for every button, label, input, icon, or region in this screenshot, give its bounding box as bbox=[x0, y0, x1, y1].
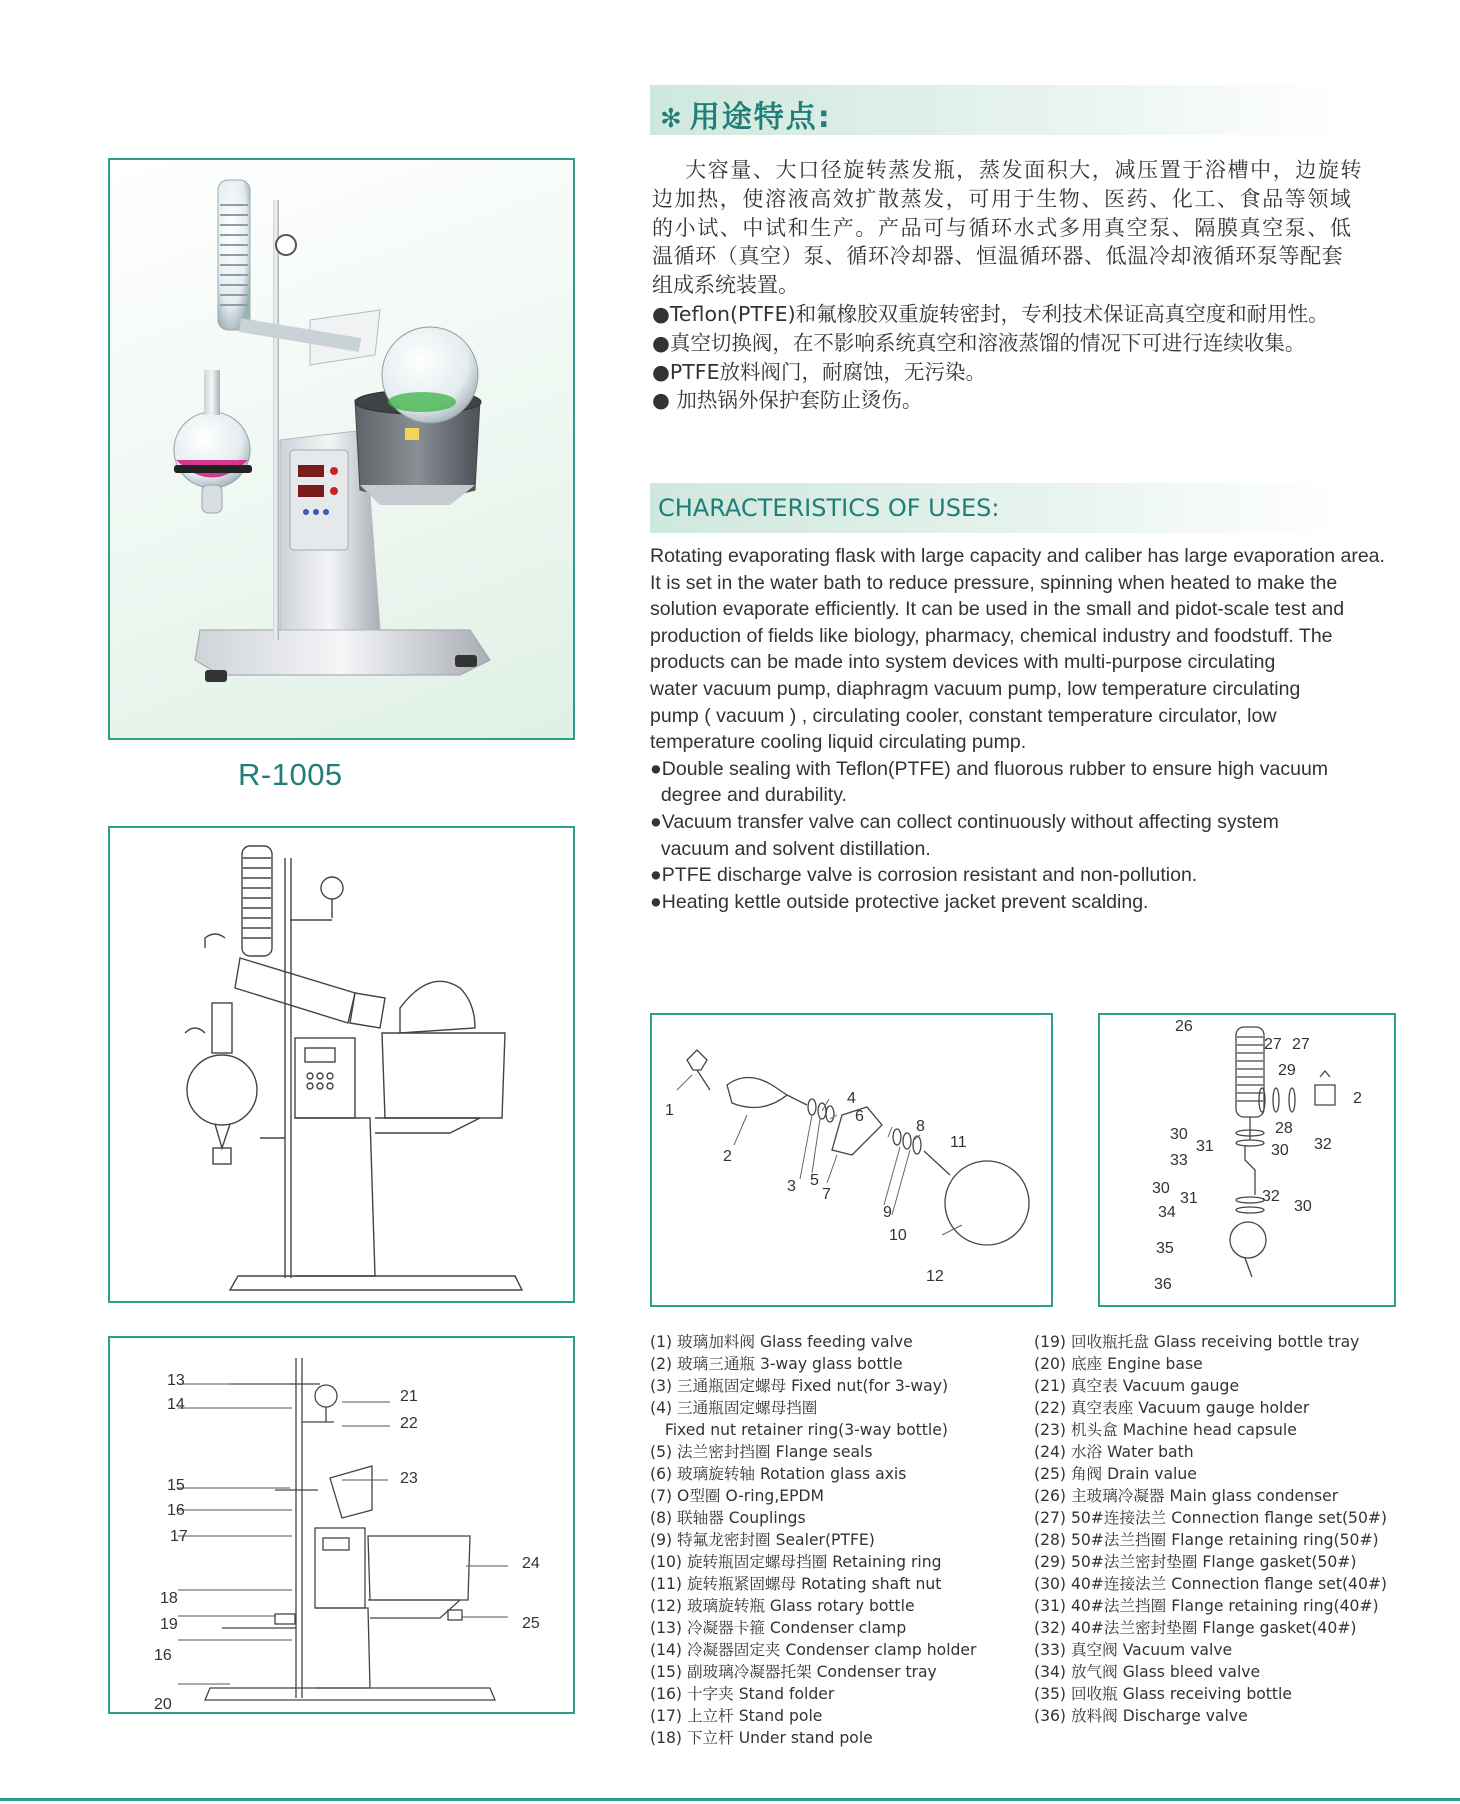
cn-line: 的小试、中试和生产。产品可与循环水式多用真空泵、隔膜真空泵、低 bbox=[652, 215, 1353, 240]
legend-item: (31) 40#法兰挡圈 Flange retaining ring(40#) bbox=[1034, 1597, 1379, 1615]
callout-13: 13 bbox=[167, 1372, 185, 1389]
callout-26: 26 bbox=[1175, 1018, 1193, 1035]
line-drawing-frame bbox=[108, 826, 575, 1303]
callout-5: 5 bbox=[810, 1172, 819, 1189]
legend-item: (2) 玻璃三通瓶 3-way glass bottle bbox=[650, 1355, 903, 1373]
callout-30a: 30 bbox=[1170, 1126, 1188, 1143]
legend-item: (4) 三通瓶固定螺母挡圈 bbox=[650, 1399, 818, 1417]
callout-29: 29 bbox=[1278, 1062, 1296, 1079]
callout-19: 19 bbox=[160, 1616, 178, 1633]
stand-exploded-diagram bbox=[110, 1338, 573, 1712]
en-line: pump ( vacuum ) , circulating cooler, constant temperature circulator, low bbox=[650, 704, 1277, 727]
snowflake-icon: ✻ bbox=[660, 104, 684, 134]
legend-item: (5) 法兰密封挡圈 Flange seals bbox=[650, 1443, 873, 1461]
callout-9: 9 bbox=[883, 1204, 892, 1221]
legend-item: (27) 50#连接法兰 Connection flange set(50#) bbox=[1034, 1509, 1388, 1527]
section-en-title: CHARACTERISTICS OF USES: bbox=[658, 494, 1000, 522]
callout-30b: 30 bbox=[1271, 1142, 1289, 1159]
legend-item: (18) 下立杆 Under stand pole bbox=[650, 1729, 873, 1747]
cn-bullet: ●真空切换阀，在不影响系统真空和溶液蒸馏的情况下可进行连续收集。 bbox=[652, 330, 1306, 355]
section-en-body bbox=[650, 543, 1420, 915]
callout-21: 21 bbox=[400, 1388, 418, 1405]
callout-28: 28 bbox=[1275, 1120, 1293, 1137]
callout-31a: 31 bbox=[1196, 1138, 1214, 1155]
cn-line: 组成系统装置。 bbox=[652, 273, 799, 298]
legend-item: (30) 40#连接法兰 Connection flange set(40#) bbox=[1034, 1575, 1388, 1593]
legend-item: (28) 50#法兰挡圈 Flange retaining ring(50#) bbox=[1034, 1531, 1379, 1549]
legend-item: (29) 50#法兰密封垫圈 Flange gasket(50#) bbox=[1034, 1553, 1357, 1571]
en-bullet: ●Vacuum transfer valve can collect continuously without affecting system bbox=[650, 810, 1279, 833]
callout-2: 2 bbox=[723, 1148, 732, 1165]
callout-27a: 27 bbox=[1264, 1036, 1282, 1053]
legend-item: (11) 旋转瓶紧固螺母 Rotating shaft nut bbox=[650, 1575, 942, 1593]
callout-14: 14 bbox=[167, 1396, 185, 1413]
stand-diagram-frame bbox=[108, 1336, 575, 1714]
callout-4: 4 bbox=[847, 1090, 856, 1107]
callout-15: 15 bbox=[167, 1477, 185, 1494]
legend-item: (1) 玻璃加料阀 Glass feeding valve bbox=[650, 1333, 913, 1351]
legend-item: Fixed nut retainer ring(3-way bottle) bbox=[650, 1421, 948, 1439]
rotary-evaporator-line-drawing bbox=[110, 828, 573, 1301]
callout-25: 25 bbox=[522, 1615, 540, 1632]
callout-24: 24 bbox=[522, 1555, 540, 1572]
callout-17: 17 bbox=[170, 1528, 188, 1545]
condenser-assembly-frame bbox=[1098, 1013, 1396, 1307]
callout-11: 11 bbox=[950, 1134, 967, 1151]
legend-item: (34) 放气阀 Glass bleed valve bbox=[1034, 1663, 1261, 1681]
callout-34: 34 bbox=[1158, 1204, 1176, 1221]
en-bullet: ●Double sealing with Teflon(PTFE) and fluorous rubber to ensure high vacuum bbox=[650, 757, 1329, 780]
legend-item: (6) 玻璃旋转轴 Rotation glass axis bbox=[650, 1465, 907, 1483]
callout-35: 35 bbox=[1156, 1240, 1174, 1257]
callout-18: 18 bbox=[160, 1590, 178, 1607]
callout-12: 12 bbox=[926, 1268, 944, 1285]
legend-item: (26) 主玻璃冷凝器 Main glass condenser bbox=[1034, 1487, 1339, 1505]
callout-32a: 32 bbox=[1314, 1136, 1332, 1153]
legend-item: (7) O型圈 O-ring,EPDM bbox=[650, 1487, 824, 1505]
callout-8: 8 bbox=[916, 1118, 925, 1135]
legend-item: (16) 十字夹 Stand folder bbox=[650, 1685, 835, 1703]
cn-line: 边加热，使溶液高效扩散蒸发，可用于生物、医药、化工、食品等领域 bbox=[652, 186, 1353, 211]
cn-bullet: ●PTFE放料阀门，耐腐蚀，无污染。 bbox=[652, 359, 987, 384]
callout-32b: 32 bbox=[1262, 1188, 1280, 1205]
en-line: production of fields like biology, pharmacy, chemical industry and foodstuff. The bbox=[650, 624, 1333, 647]
legend-item: (17) 上立杆 Stand pole bbox=[650, 1707, 823, 1725]
en-line: Rotating evaporating flask with large capacity and caliber has large evaporation area. bbox=[650, 545, 1385, 567]
en-line: temperature cooling liquid circulating pump. bbox=[650, 731, 1027, 754]
callout-31b: 31 bbox=[1180, 1190, 1198, 1207]
legend-item: (12) 玻璃旋转瓶 Glass rotary bottle bbox=[650, 1597, 915, 1615]
callout-33: 33 bbox=[1170, 1152, 1188, 1169]
legend-item: (22) 真空表座 Vacuum gauge holder bbox=[1034, 1399, 1310, 1417]
legend-item: (9) 特氟龙密封圈 Sealer(PTFE) bbox=[650, 1531, 875, 1549]
callout-3: 3 bbox=[787, 1178, 796, 1195]
callout-16b: 16 bbox=[154, 1647, 172, 1664]
legend-item: (32) 40#法兰密封垫圈 Flange gasket(40#) bbox=[1034, 1619, 1357, 1637]
cn-bullet: ●Teflon(PTFE)和氟橡胶双重旋转密封，专利技术保证高真空度和耐用性。 bbox=[652, 301, 1329, 326]
callout-22: 22 bbox=[400, 1415, 418, 1432]
cn-line: 大容量、大口径旋转蒸发瓶，蒸发面积大，减压置于浴槽中，边旋转 bbox=[652, 158, 1364, 182]
en-bullet: ●PTFE discharge valve is corrosion resistant and non-pollution. bbox=[650, 864, 1198, 887]
legend-item: (10) 旋转瓶固定螺母挡圈 Retaining ring bbox=[650, 1553, 942, 1571]
en-line: water vacuum pump, diaphragm vacuum pump, low temperature circulating bbox=[650, 677, 1301, 700]
rotary-evaporator-photo bbox=[110, 160, 573, 738]
en-line: It is set in the water bath to reduce pressure, spinning when heated to make the bbox=[650, 571, 1338, 594]
legend-item: (25) 角阀 Drain value bbox=[1034, 1465, 1197, 1483]
flask-assembly-frame bbox=[650, 1013, 1053, 1307]
callout-36: 36 bbox=[1154, 1276, 1172, 1293]
section-cn-body bbox=[652, 156, 1412, 415]
en-bullet-cont: degree and durability. bbox=[650, 784, 847, 807]
cn-line: 温循环（真空）泵、循环冷却器、恒温循环器、低温冷却液循环泵等配套 bbox=[652, 244, 1344, 269]
cn-bullet: ● 加热锅外保护套防止烫伤。 bbox=[652, 388, 923, 413]
callout-2b: 2 bbox=[1353, 1090, 1362, 1107]
parts-legend-left bbox=[650, 1331, 976, 1749]
section-cn-title-wrap bbox=[660, 92, 832, 136]
legend-item: (20) 底座 Engine base bbox=[1034, 1355, 1203, 1373]
flask-assembly-diagram bbox=[652, 1015, 1051, 1305]
legend-item: (24) 水浴 Water bath bbox=[1034, 1443, 1194, 1461]
en-bullet-cont: vacuum and solvent distillation. bbox=[650, 837, 931, 860]
callout-27b: 27 bbox=[1292, 1036, 1310, 1053]
callout-10: 10 bbox=[889, 1227, 907, 1244]
legend-item: (3) 三通瓶固定螺母 Fixed nut(for 3-way) bbox=[650, 1377, 949, 1395]
en-line: products can be made into system devices with multi-purpose circulating bbox=[650, 651, 1276, 674]
legend-item: (15) 副玻璃冷凝器托架 Condenser tray bbox=[650, 1663, 937, 1681]
legend-item: (8) 联轴器 Couplings bbox=[650, 1509, 806, 1527]
legend-item: (35) 回收瓶 Glass receiving bottle bbox=[1034, 1685, 1292, 1703]
callout-20: 20 bbox=[154, 1696, 172, 1713]
parts-legend-right bbox=[1034, 1331, 1387, 1727]
condenser-assembly-diagram bbox=[1100, 1015, 1394, 1305]
legend-item: (33) 真空阀 Vacuum valve bbox=[1034, 1641, 1233, 1659]
legend-item: (13) 冷凝器卡箍 Condenser clamp bbox=[650, 1619, 907, 1637]
legend-item: (36) 放料阀 Discharge valve bbox=[1034, 1707, 1248, 1725]
legend-item: (21) 真空表 Vacuum gauge bbox=[1034, 1377, 1240, 1395]
product-photo-frame bbox=[108, 158, 575, 740]
en-line: solution evaporate efficiently. It can be used in the small and pidot-scale test and bbox=[650, 598, 1345, 621]
callout-16: 16 bbox=[167, 1502, 185, 1519]
callout-30c: 30 bbox=[1152, 1180, 1170, 1197]
section-cn-title: 用途特点: bbox=[689, 100, 832, 135]
callout-7: 7 bbox=[822, 1186, 831, 1203]
callout-23: 23 bbox=[400, 1470, 418, 1487]
model-number: R-1005 bbox=[238, 757, 343, 792]
callout-6: 6 bbox=[855, 1108, 864, 1125]
bottom-divider bbox=[0, 1798, 1460, 1801]
legend-item: (23) 机头盒 Machine head capsule bbox=[1034, 1421, 1297, 1439]
legend-item: (14) 冷凝器固定夹 Condenser clamp holder bbox=[650, 1641, 977, 1659]
en-bullet: ●Heating kettle outside protective jacket prevent scalding. bbox=[650, 890, 1149, 913]
legend-item: (19) 回收瓶托盘 Glass receiving bottle tray bbox=[1034, 1333, 1360, 1351]
callout-1: 1 bbox=[665, 1102, 674, 1119]
callout-30d: 30 bbox=[1294, 1198, 1312, 1215]
